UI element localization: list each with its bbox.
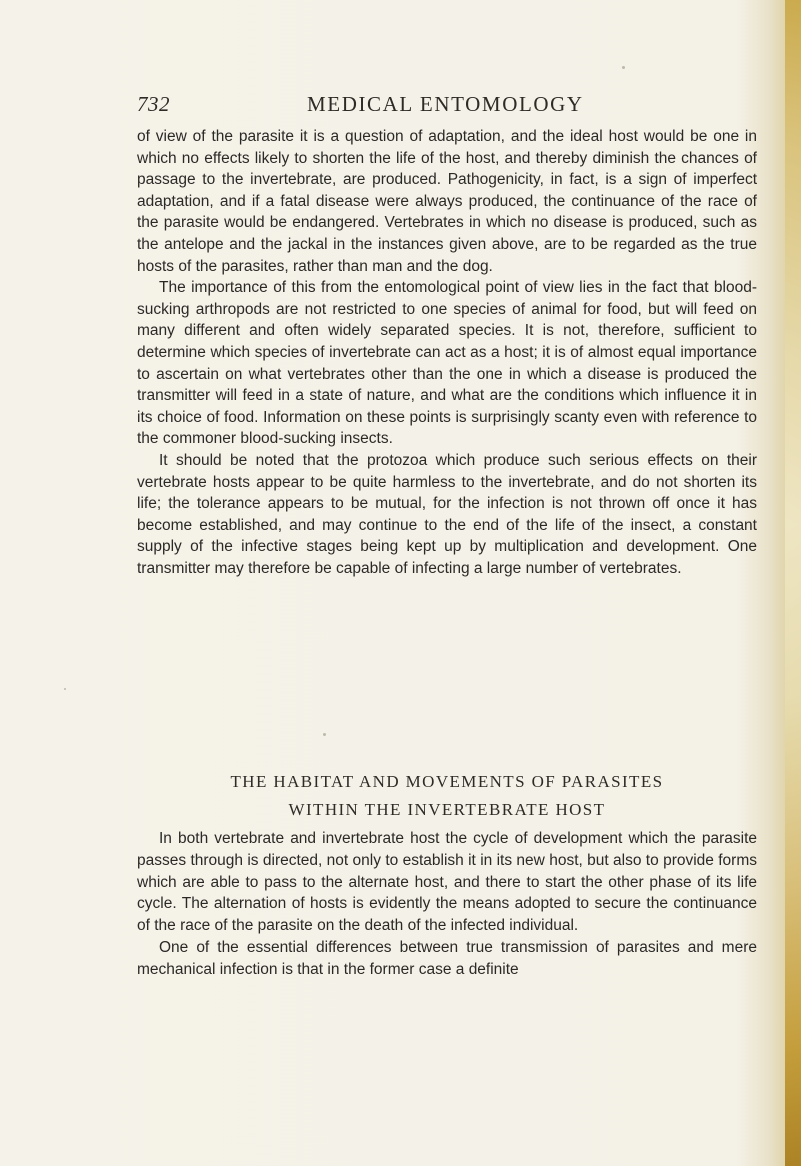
- section-body-text: [137, 828, 757, 981]
- section-paragraph-1: In both vertebrate and invertebrate host the cycle of development which the parasite passes through is directed, not only to establish it in its new host, but also to provide forms which are able to pass to the alternate host, and there to start the other phase of its life cycle. The alternation of hosts is evidently the means adopted to secure the continuance of the race of the parasite on the death of the infected individual.: [137, 830, 757, 935]
- running-title: MEDICAL ENTOMOLOGY: [307, 92, 584, 116]
- section-heading-line-1: THE HABITAT AND MOVEMENTS OF PARASITES: [230, 772, 664, 791]
- body-text: [137, 126, 757, 579]
- paragraph-3: It should be noted that the protozoa which produce such serious effects on their vertebrate hosts appear to be quite harmless to the invertebrate, and do not shorten its life; the tolerance appears to be mutual, for the infection is not thrown off once it has become established, and may continue to the end of the life of the insect, a constant supply of the infective stages being kept up by multiplication and development. One transmitter may therefore be capable of infecting a large number of vertebrates.: [137, 451, 757, 577]
- page-number: 732: [137, 92, 170, 116]
- section-heading-line-2: WITHIN THE INVERTEBRATE HOST: [288, 800, 606, 819]
- paper-speck: [622, 66, 625, 69]
- paragraph-1: of view of the parasite it is a question of adaptation, and the ideal host would be one in which no effects likely to shorten the life of the host, and thereby diminish the chances of passage to the invertebrate, are produced. Pathogenicity, in fact, is a sign of imperfect adaptation, and if a fatal disease were always produced, the continuance of the race of the parasite would be endangered. Vertebrates in which no disease is produced, such as the antelope and the jackal in the instances given above, are to be regarded as the true hosts of the parasites, rather than man and the dog.: [137, 128, 757, 275]
- paragraph-2: The importance of this from the entomological point of view lies in the fact that blood-sucking arthropods are not restricted to one species of animal for food, but will feed on many different and often widely separated species. It is not, therefore, sufficient to determine which species of invertebrate can act as a host; it is of almost equal importance to ascertain on what vertebrates other than the one in which a disease is produced the transmitter will feed in a state of nature, and what are the conditions which influence it in its choice of food. Information on these points is surprisingly scanty even with reference to the commoner blood-sucking insects.: [137, 279, 757, 448]
- page-header: [137, 92, 757, 122]
- section-paragraph-2: One of the essential differences between true transmission of parasites and mere mechanical infection is that in the former case a definite: [137, 938, 757, 978]
- paper-speck: [323, 733, 326, 736]
- section-heading: [137, 768, 757, 824]
- page-edge: [785, 0, 801, 1166]
- paper-speck: [64, 688, 66, 690]
